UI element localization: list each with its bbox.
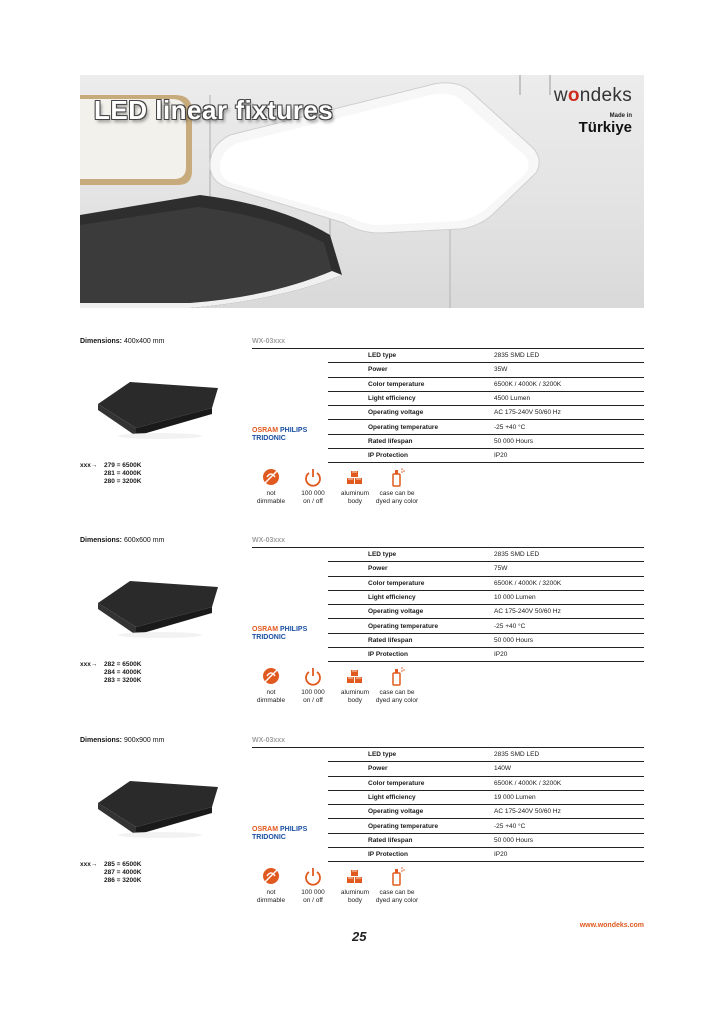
spec-row: Power 75W (328, 562, 644, 576)
product-code: WX-03xxx (252, 537, 286, 544)
variant-row: 280 = 3200K (104, 478, 142, 485)
feature-power-cycles: 100 000 on / off (290, 865, 336, 905)
not-dimmable-icon (261, 665, 281, 687)
feature-paint: case can be dyed any color (374, 865, 420, 905)
spec-row: Operating temperature -25 +40 °C (328, 420, 644, 434)
variant-row: 284 = 4000K (104, 669, 142, 676)
lamp-image (90, 569, 220, 639)
banner-title: LED linear fixtures (94, 95, 334, 125)
paint-spray-icon (387, 665, 407, 687)
aluminum-body-icon (345, 466, 365, 488)
spec-row: LED type 2835 SMD LED (328, 548, 644, 562)
brand-logo: wondeks Made in Türkiye (553, 85, 632, 136)
made-in-label: Made in (609, 113, 632, 119)
product-section-2 (80, 537, 644, 727)
spec-row: Light efficiency 10 000 Lumen (328, 590, 644, 604)
power-cycles-icon (303, 466, 323, 488)
spec-row: IP Protection IP20 (328, 848, 644, 862)
feature-paint: case can be dyed any color (374, 466, 420, 506)
variant-row: 286 = 3200K (104, 877, 142, 884)
spec-row: Rated lifespan 50 000 Hours (328, 434, 644, 448)
dimensions: Dimensions: 400x400 mm (80, 338, 165, 345)
not-dimmable-icon (261, 466, 281, 488)
spec-row: Color temperature 6500K / 4000K / 3200K (328, 576, 644, 590)
product-section-3 (80, 737, 644, 927)
feature-not-dimmable: not dimmable (248, 865, 294, 905)
aluminum-body-icon (345, 865, 365, 887)
paint-spray-icon (387, 466, 407, 488)
variant-row: 283 = 3200K (104, 677, 142, 684)
product-code: WX-03xxx (252, 737, 286, 744)
spec-row: Operating voltage AC 175-240V 50/60 Hz (328, 406, 644, 420)
spec-row: Light efficiency 19 000 Lumen (328, 790, 644, 804)
spec-table (328, 548, 644, 662)
spec-table (328, 349, 644, 463)
dimensions: Dimensions: 900x900 mm (80, 737, 165, 744)
lamp-image (90, 769, 220, 839)
variant-row: xxx→ 279 = 6500K (80, 462, 142, 469)
paint-spray-icon (387, 865, 407, 887)
variant-row: xxx→ 282 = 6500K (80, 661, 142, 668)
partner-brands: OSRAM PHILIPS TRIDONIC (252, 826, 308, 841)
aluminum-body-icon (345, 665, 365, 687)
spec-row: Operating temperature -25 +40 °C (328, 619, 644, 633)
country-label: Türkiye (578, 119, 632, 136)
variant-row: 287 = 4000K (104, 869, 142, 876)
partner-brands: OSRAM PHILIPS TRIDONIC (252, 427, 308, 442)
page-number: 25 (352, 929, 367, 944)
spec-table (328, 748, 644, 862)
not-dimmable-icon (261, 865, 281, 887)
variant-list (80, 661, 141, 685)
feature-aluminum-body: aluminum body (332, 466, 378, 506)
spec-row: IP Protection IP20 (328, 449, 644, 463)
spec-row: Power 140W (328, 762, 644, 776)
feature-aluminum-body: aluminum body (332, 865, 378, 905)
feature-aluminum-body: aluminum body (332, 665, 378, 705)
spec-row: LED type 2835 SMD LED (328, 349, 644, 363)
feature-paint: case can be dyed any color (374, 665, 420, 705)
product-section-1 (80, 338, 644, 528)
variant-row: 281 = 4000K (104, 470, 142, 477)
feature-power-cycles: 100 000 on / off (290, 665, 336, 705)
spec-row: Power 35W (328, 363, 644, 377)
feature-not-dimmable: not dimmable (248, 665, 294, 705)
spec-row: IP Protection IP20 (328, 648, 644, 662)
power-cycles-icon (303, 865, 323, 887)
hero-banner (80, 75, 644, 308)
product-code: WX-03xxx (252, 338, 286, 345)
spec-row: Operating temperature -25 +40 °C (328, 819, 644, 833)
dimensions: Dimensions: 600x600 mm (80, 537, 165, 544)
variant-list (80, 462, 141, 486)
variant-list (80, 861, 141, 885)
feature-power-cycles: 100 000 on / off (290, 466, 336, 506)
partner-brands: OSRAM PHILIPS TRIDONIC (252, 626, 308, 641)
spec-row: Operating voltage AC 175-240V 50/60 Hz (328, 805, 644, 819)
spec-row: Light efficiency 4500 Lumen (328, 391, 644, 405)
spec-row: Color temperature 6500K / 4000K / 3200K (328, 776, 644, 790)
spec-row: Rated lifespan 50 000 Hours (328, 633, 644, 647)
variant-row: xxx→ 285 = 6500K (80, 861, 142, 868)
spec-row: Rated lifespan 50 000 Hours (328, 833, 644, 847)
power-cycles-icon (303, 665, 323, 687)
spec-row: LED type 2835 SMD LED (328, 748, 644, 762)
spec-row: Color temperature 6500K / 4000K / 3200K (328, 377, 644, 391)
website-link[interactable]: www.wondeks.com (579, 922, 644, 929)
spec-row: Operating voltage AC 175-240V 50/60 Hz (328, 605, 644, 619)
feature-not-dimmable: not dimmable (248, 466, 294, 506)
lamp-image (90, 370, 220, 440)
